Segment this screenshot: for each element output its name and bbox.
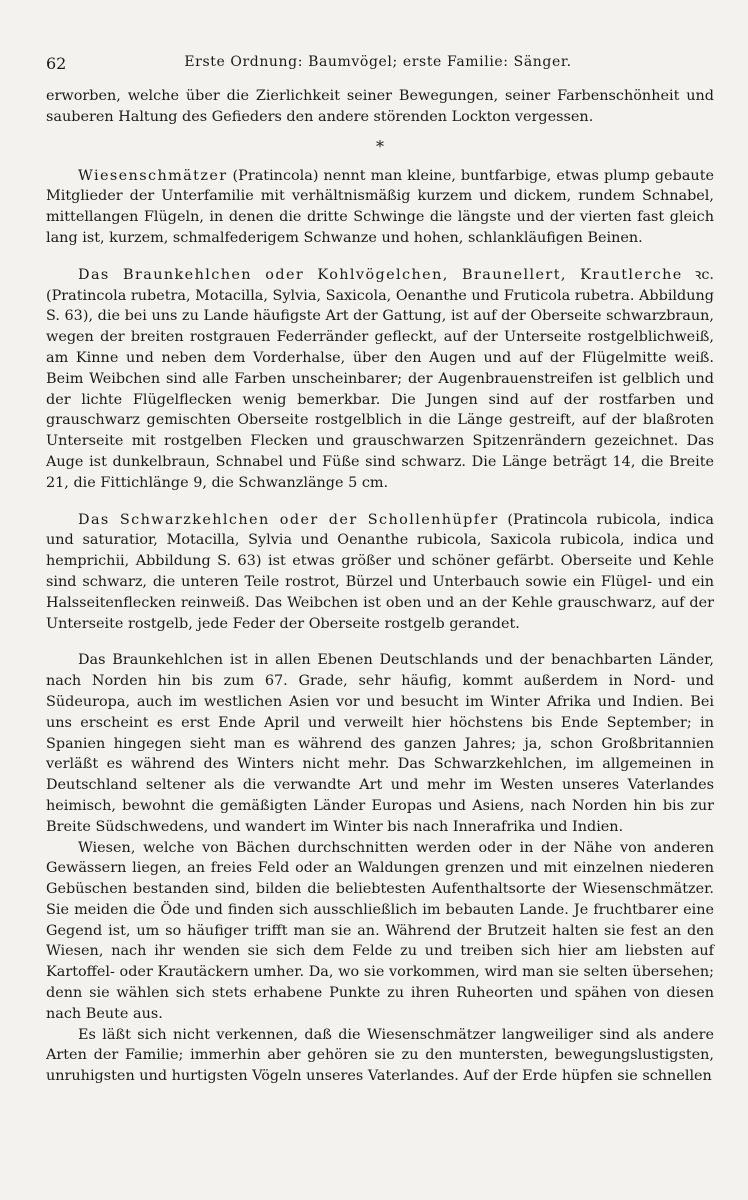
paragraph-genus-intro: Wiesenschmätzer (Pratincola) nennt man kleine, buntfarbige, etwas plump gebaute Mitglieder der Unterfamilie mit verhältnismäßig kurzem und dickem, rundem Schnabel, mittellangen Flügeln, in denen die dritte Schwinge die längste und der vierten fast gleich lang ist, kurzem, schmalfederigem Schwanze und hohen, schlankläufigen Beinen. (46, 167, 714, 246)
page-header (46, 50, 710, 74)
paragraph-braunkehlchen: Das Braunkehlchen oder Kohlvögelchen, Braunellert, Krautlerche ꝛc. (Pratincola rubetra, Motacilla, Sylvia, Saxicola, Oenanthe und Fruticola rubetra. Abbildung S. 63), die bei uns zu Lande häufigste Art der Gattung, ist auf der Oberseite schwarzbraun, wegen der breiten rostgrauen Federränder gefleckt, auf der Unterseite rostgelblichweiß, am Kinne und neben dem Vorderhalse, über den Augen und auf der Flügelmitte weiß. Beim Weibchen sind alle Farben unscheinbarer; der Augenbrauenstreifen ist gelblich und der lichte Flügelflecken wenig bemerkbar. Die Jungen sind auf der rostfarben und grauschwarz gemischten Oberseite rostgelblich in die Länge gestreift, auf der blaßroten Unterseite mit rostgelben Flecken und grauschwarzen Spitzenrändern gezeichnet. Das Auge ist dunkelbraun, Schnabel und Füße sind schwarz. Die Länge beträgt 14, die Breite 21, die Fittichlänge 9, die Schwanzlänge 5 cm. (46, 266, 714, 491)
paragraph-habitat: Wiesen, welche von Bächen durchschnitten werden oder in der Nähe von anderen Gewässern liegen, an freies Feld oder an Waldungen grenzen und mit einzelnen niederen Gebüschen bestanden sind, bilden die beliebtesten Aufenthaltsorte der Wiesenschmätzer. Sie meiden die Öde und finden sich ausschließlich im bebauten Lande. Je fruchtbarer eine Gegend ist, um so häufiger trifft man sie an. Während der Brutzeit halten sie fest an den Wiesen, nach ihr wenden sie sich dem Felde zu und treiben sich hier am liebsten auf Kartoffel- oder Krautäckern umher. Da, wo sie vorkommen, wird man sie selten übersehen; denn sie wählen sich stets erhabene Punkte zu ihren Ruheorten und spähen von diesen nach Beute aus. (46, 839, 714, 1022)
species-name-braunkehlchen: Das Braunkehlchen oder Kohlvögelchen, Braunellert, Krautlerche (78, 266, 683, 283)
paragraph-schwarzkehlchen: Das Schwarzkehlchen oder der Schollenhüpfer (Pratincola rubicola, indica und saturatior, Motacilla, Sylvia und Oenanthe rubicola, Saxicola rubicola, indica und hemprichii, Abbildung S. 63) ist etwas größer und schöner gefärbt. Oberseite und Kehle sind schwarz, die unteren Teile rostrot, Bürzel und Unterbauch sowie ein Flügel- und ein Halsseitenflecken reinweiß. Das Weibchen ist oben und an der Kehle grauschwarz, auf der Unterseite rostgelb, jede Feder der Oberseite rostgelb gerandet. (46, 511, 715, 632)
genus-name: Wiesenschmätzer (78, 167, 228, 184)
section-divider-asterisk: * (376, 136, 384, 156)
paragraph-behaviour: Es läßt sich nicht verkennen, daß die Wiesenschmätzer langweiliger sind als andere Arten der Familie; immerhin aber gehören sie zu den muntersten, bewegungslustigsten, unruhigsten und hurtigsten Vögeln unseres Vaterlandes. Auf der Erde hüpfen sie schnellen (46, 1026, 714, 1085)
body-text (46, 86, 714, 1087)
paragraph-continuation: erworben, welche über die Zierlichkeit seiner Bewegungen, seiner Farbenschönheit und sauberen Haltung des Gefieders den andere störenden Lockton vergessen. (46, 88, 714, 125)
paragraph-distribution: Das Braunkehlchen ist in allen Ebenen Deutschlands und der benachbarten Länder, nach Norden hin bis zum 67. Grade, sehr häufig, kommt außerdem in Nord- und Südeuropa, auch im westlichen Asien vor und besucht im Winter Afrika und Indien. Bei uns erscheint es erst Ende April und verweilt hier höchstens bis Ende September; in Spanien hingegen sieht man es während des ganzen Jahres; ja, schon Großbritannien verläßt es während des Winters nicht mehr. Das Schwarzkehlchen, im allgemeinen in Deutschland seltener als die verwandte Art und mehr im Westen unseres Vaterlandes heimisch, bewohnt die gemäßigten Länder Europas und Asiens, nach Norden hin bis zur Breite Südschwedens, und wandert im Winter bis nach Innerafrika und Indien. (46, 652, 714, 835)
page-number: 62 (46, 54, 67, 73)
running-title: Erste Ordnung: Baumvögel; erste Familie: Sänger. (184, 54, 572, 70)
species-name-schwarzkehlchen: Das Schwarzkehlchen oder der Schollenhüpfer (78, 511, 499, 528)
